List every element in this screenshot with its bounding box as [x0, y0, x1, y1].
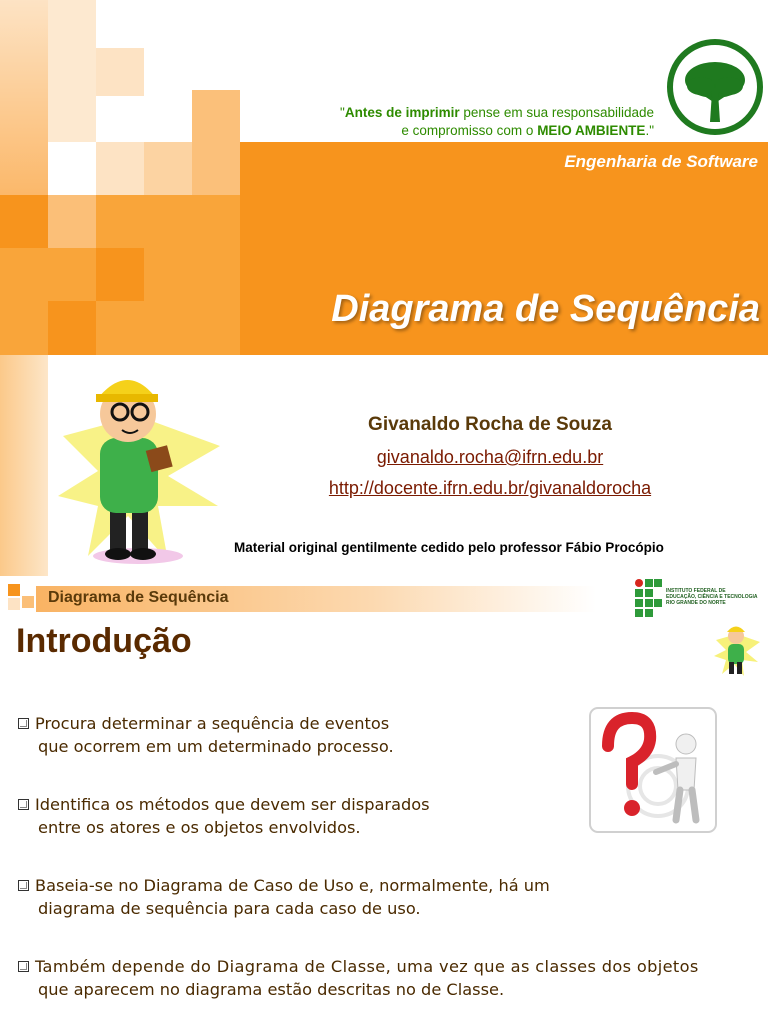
- slide-title: Diagrama de Sequência: [331, 288, 760, 330]
- credit-line: Material original gentilmente cedido pelo professor Fábio Procópio: [234, 540, 664, 555]
- author-name: Givanaldo Rocha de Souza: [368, 414, 612, 435]
- decor-square: [96, 142, 144, 195]
- author-email-link[interactable]: givanaldo.rocha@ifrn.edu.br: [376, 447, 604, 467]
- engineer-illustration: [48, 356, 228, 572]
- list-item: Baseia-se no Diagrama de Caso de Uso e, normalmente, há um diagrama de sequência para cada caso de uso.: [18, 874, 550, 920]
- decor-square: [48, 0, 96, 142]
- small-engineer-illustration: [712, 620, 762, 678]
- decor-square: [96, 48, 144, 96]
- decor-square: [22, 596, 34, 608]
- section-header: Diagrama de Sequência: [48, 589, 229, 606]
- institute-logo-icon: [634, 578, 662, 618]
- decor-square: [96, 248, 144, 301]
- decor-square: [192, 90, 240, 195]
- decor-square: [48, 195, 96, 248]
- decor-square: [8, 584, 20, 596]
- checkbox-bullet-icon: [18, 880, 29, 891]
- list-item: Identifica os métodos que devem ser disparados entre os atores e os objetos envolvidos.: [18, 793, 430, 839]
- decor-square: [0, 0, 48, 195]
- decor-square: [48, 301, 96, 355]
- intro-slide: [0, 576, 768, 1024]
- decor-square: [0, 195, 48, 248]
- list-item: Também depende do Diagrama de Classe, uma vez que as classes dos objetos que aparecem no diagrama estão descritas no de Classe.: [18, 955, 742, 1001]
- checkbox-bullet-icon: [18, 961, 29, 972]
- list-item: Procura determinar a sequência de eventos que ocorrem em um determinado processo.: [18, 712, 394, 758]
- tree-icon: [666, 38, 764, 136]
- question-figure-illustration: [588, 706, 718, 834]
- checkbox-bullet-icon: [18, 799, 29, 810]
- author-url-link[interactable]: http://docente.ifrn.edu.br/givanaldorocha: [328, 478, 652, 498]
- institute-logo: INSTITUTO FEDERAL DE EDUCAÇÃO, CIÊNCIA E TECNOLOGIA RIO GRANDE DO NORTE: [634, 578, 766, 618]
- decor-square: [8, 598, 20, 610]
- slide-title: Introdução: [16, 622, 192, 660]
- decor-square: [144, 142, 192, 195]
- environment-quote: "Antes de imprimir pense em sua responsabilidade e compromisso com o MEIO AMBIENTE.": [340, 105, 654, 138]
- course-name: Engenharia de Software: [564, 152, 758, 171]
- checkbox-bullet-icon: [18, 718, 29, 729]
- decor-strip: [0, 355, 48, 576]
